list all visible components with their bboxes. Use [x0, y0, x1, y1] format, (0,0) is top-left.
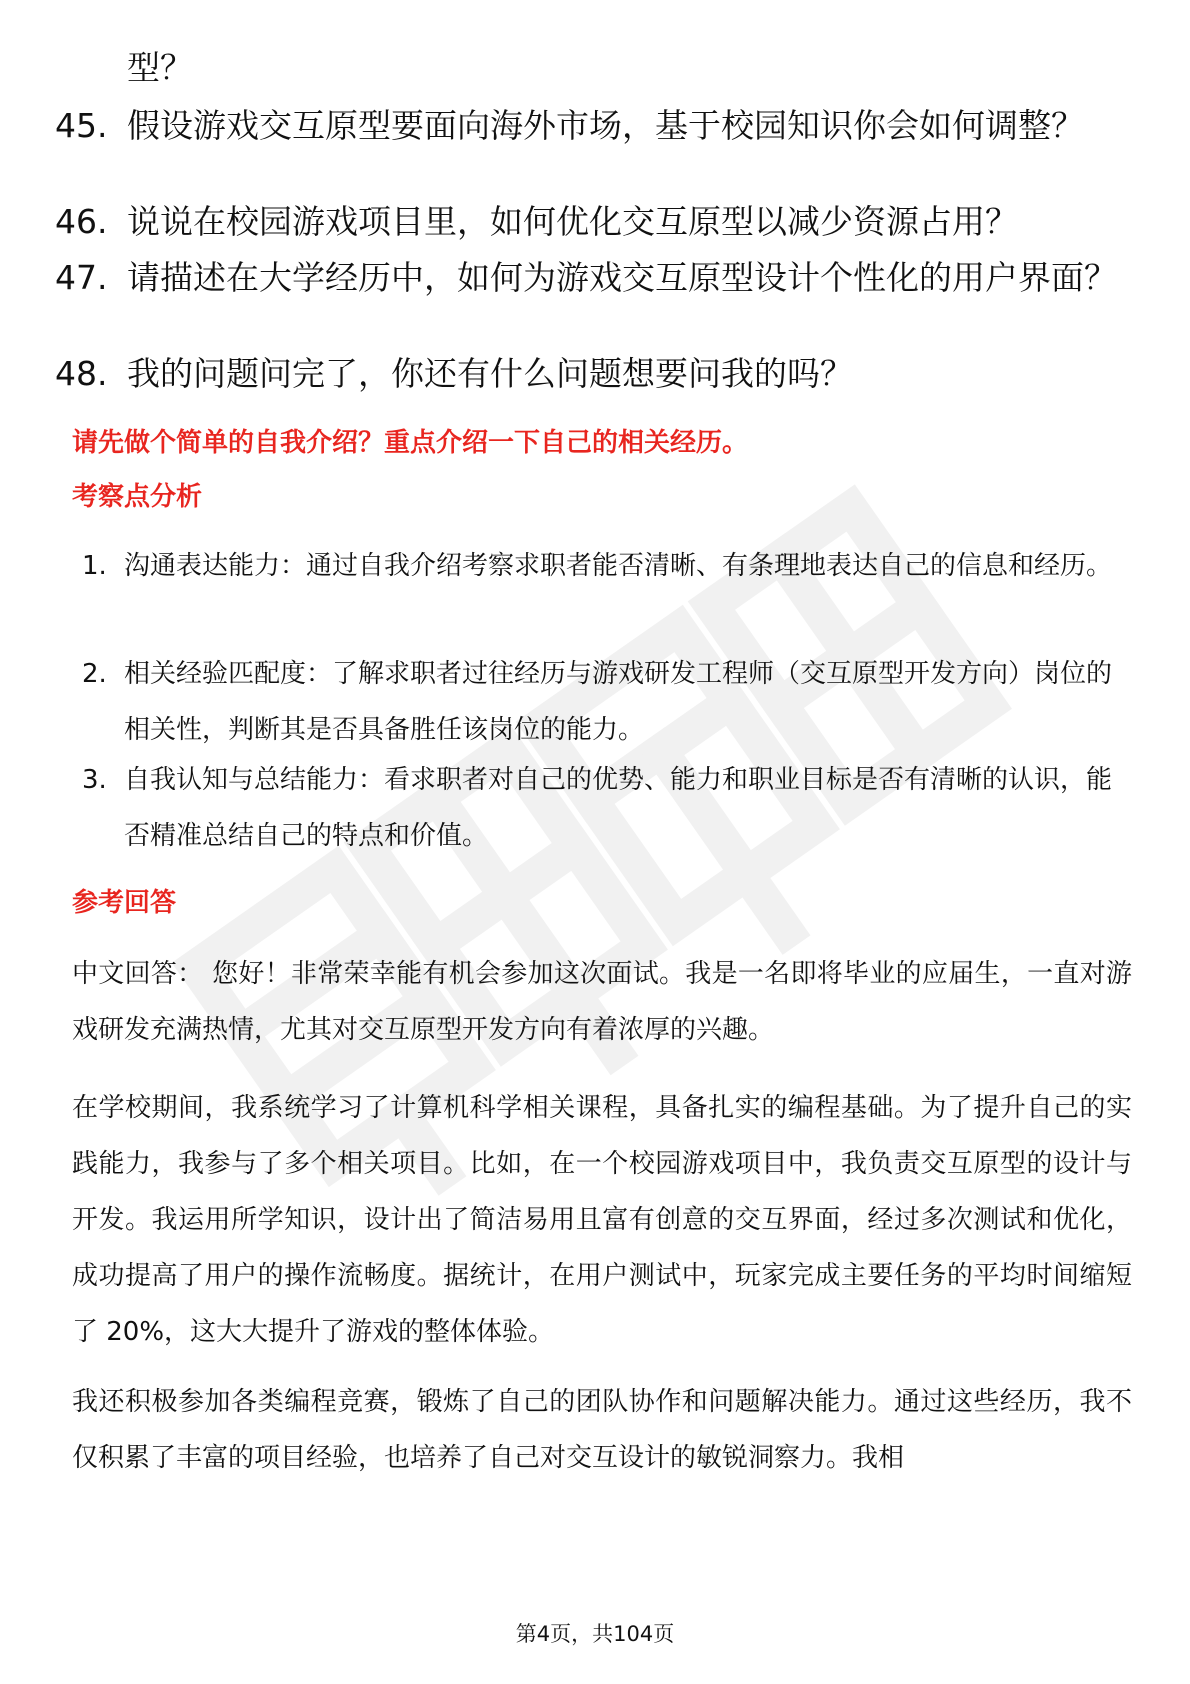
- list-number: 2.: [82, 659, 107, 689]
- answer-paragraph-3: 我还积极参加各类编程竞赛，锻炼了自己的团队协作和问题解决能力。通过这些经历，我不仅积累了丰富的项目经验，也培养了自己对交互设计的敏锐洞察力。我相: [72, 1387, 1132, 1473]
- question-text: 我的问题问完了，你还有什么问题想要问我的吗？: [127, 354, 853, 393]
- question-number: 48.: [55, 354, 108, 393]
- question-item-48: [55, 354, 1135, 394]
- question-item-46: [55, 202, 1135, 242]
- question-item-47: [55, 258, 1135, 298]
- list-text: 自我认知与总结能力：看求职者对自己的优势、能力和职业目标是否有清晰的认识，能否精准总结自己的特点和价值。: [124, 765, 1113, 851]
- question-text: 说说在校园游戏项目里，如何优化交互原型以减少资源占用？: [127, 202, 1018, 241]
- question-item-45: [55, 106, 1135, 146]
- answer-paragraph-2: 在学校期间，我系统学习了计算机科学相关课程，具备扎实的编程基础。为了提升自己的实践能力，我参与了多个相关项目。比如，在一个校园游戏项目中，我负责交互原型的设计与开发。我运用所学知识，设计出了简洁易用且富有创意的交互界面，经过多次测试和优化，成功提高了用户的操作流畅度。据统计，在用户测试中，玩家完成主要任务的平均时间缩短了 20%，这大大提升了游戏的整体体验。: [72, 1093, 1132, 1347]
- list-text: 相关经验匹配度：了解求职者过往经历与游戏研发工程师（交互原型开发方向）岗位的相关性，判断其是否具备胜任该岗位的能力。: [124, 659, 1113, 745]
- analysis-item-1: [82, 538, 1142, 594]
- question-number: 45.: [55, 106, 108, 145]
- question-number: 47.: [55, 258, 108, 297]
- question-number: 46.: [55, 202, 108, 241]
- answer-paragraph-1: 中文回答： 您好！非常荣幸能有机会参加这次面试。我是一名即将毕业的应届生，一直对游戏研发充满热情，尤其对交互原型开发方向有着浓厚的兴趣。: [72, 959, 1132, 1045]
- question-text: 假设游戏交互原型要面向海外市场，基于校园知识你会如何调整？: [127, 106, 1084, 145]
- question-title: 请先做个简单的自我介绍？重点介绍一下自己的相关经历。: [72, 428, 749, 458]
- answer-heading: 参考回答: [72, 888, 177, 918]
- question-text: 请描述在大学经历中，如何为游戏交互原型设计个性化的用户界面？: [127, 258, 1117, 297]
- analysis-item-3: [82, 752, 1142, 864]
- analysis-item-2: [82, 646, 1142, 758]
- analysis-heading: 考察点分析: [72, 482, 203, 512]
- list-number: 1.: [82, 551, 107, 581]
- list-text: 沟通表达能力：通过自我介绍考察求职者能否清晰、有条理地表达自己的信息和经历。: [124, 551, 1113, 581]
- list-number: 3.: [82, 765, 107, 795]
- question-44-continuation: 型？: [127, 48, 193, 87]
- page-number: 第4页，共104页: [515, 1622, 675, 1646]
